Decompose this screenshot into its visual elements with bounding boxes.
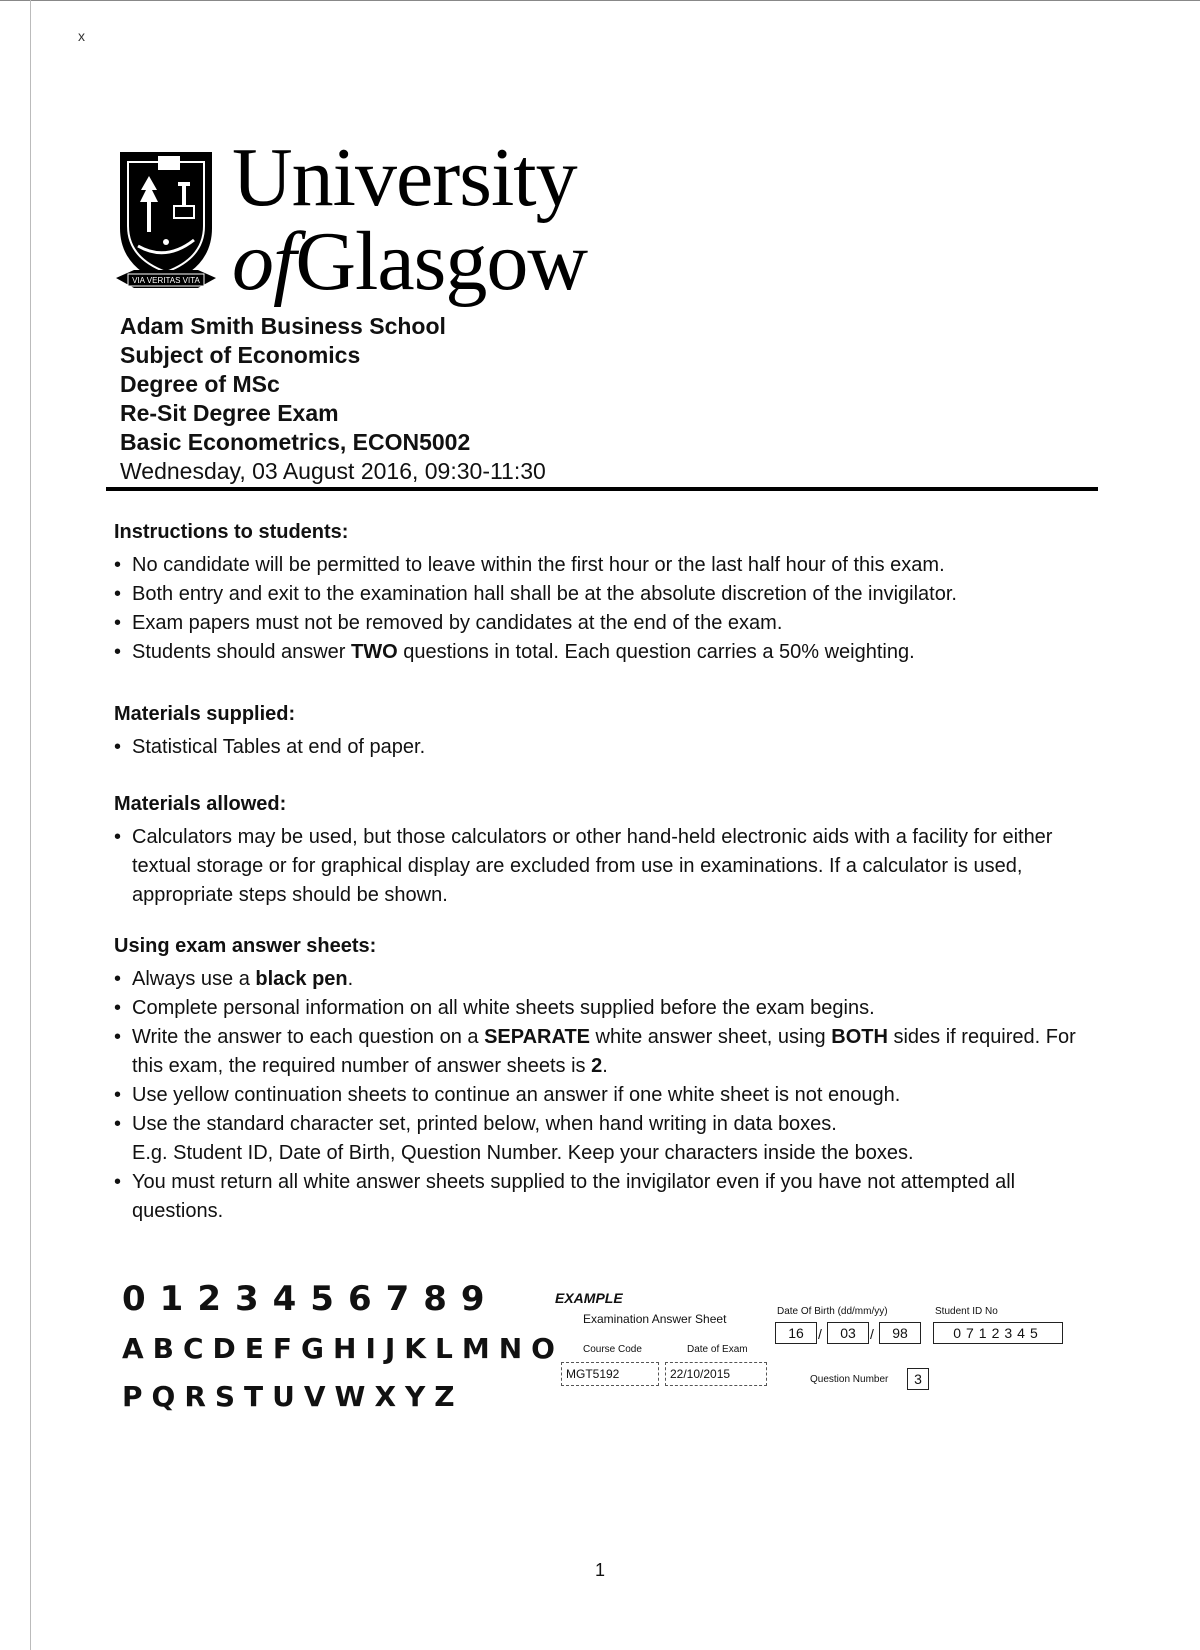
item-emphasis: SEPARATE: [484, 1026, 590, 1048]
instructions-heading: Instructions to students:: [114, 521, 349, 543]
instruction-item: • Exam papers must not be removed by candidates at the end of the exam.: [114, 609, 1104, 638]
instruction-item: • Both entry and exit to the examination hall shall be at the absolute discretion of the invigilator.: [114, 580, 1104, 609]
crest-motto: VIA VERITAS VITA: [132, 276, 200, 285]
instruction-text: Students should answer: [132, 641, 352, 663]
item-text: Use the standard character set, printed below, when hand writing in data boxes.: [132, 1113, 837, 1135]
school-name: Adam Smith Business School: [120, 313, 446, 339]
item-emphasis: black pen: [255, 968, 348, 990]
item-text: Always use a: [132, 968, 256, 990]
instruction-emphasis: TWO: [351, 641, 398, 663]
instructions-section: [114, 518, 1104, 667]
subject-name: Subject of Economics: [120, 342, 361, 368]
header-rule: [106, 487, 1098, 491]
instruction-text: questions in total. Each question carries a 50% weighting.: [397, 641, 915, 663]
dob-dd-box: 16: [775, 1322, 817, 1344]
student-id-label: Student ID No: [935, 1306, 998, 1317]
item-emphasis: 2: [591, 1055, 603, 1077]
answer-sheets-heading: Using exam answer sheets:: [114, 935, 377, 957]
exam-datetime: Wednesday, 03 August 2016, 09:30-11:30: [120, 458, 546, 484]
materials-allowed-heading: Materials allowed:: [114, 793, 287, 815]
course-code-label: Course Code: [583, 1344, 642, 1355]
example-title: EXAMPLE: [555, 1290, 623, 1306]
materials-allowed-section: [114, 790, 1104, 910]
dob-label: Date Of Birth (dd/mm/yy): [777, 1306, 888, 1317]
item-text: Write the answer to each question on a: [132, 1026, 485, 1048]
item-text: E.g. Student ID, Date of Birth, Question Number. Keep your characters inside the boxes.: [132, 1142, 914, 1164]
wordmark-glasgow: Glasgow: [295, 215, 587, 308]
item-text: sides if required. For this exam, the required number of answer sheets is: [132, 1026, 1076, 1077]
answer-sheet-item: • Use yellow continuation sheets to continue an answer if one white sheet is not enough.: [114, 1081, 1104, 1110]
item-text: white answer sheet, using: [590, 1026, 832, 1048]
materials-supplied-item: • Statistical Tables at end of paper.: [114, 733, 1104, 762]
character-set-letters-1: ABCDEFGHIJKLMNO: [122, 1332, 564, 1365]
scan-top-edge: [0, 0, 1200, 4]
wordmark-line-2: [232, 215, 587, 308]
answer-sheet-item: [114, 1110, 1104, 1168]
character-set-digits: 0123456789: [122, 1279, 499, 1319]
wordmark-line-1: University: [232, 131, 577, 224]
example-subtitle: Examination Answer Sheet: [583, 1312, 727, 1326]
degree-name: Degree of MSc: [120, 371, 280, 397]
answer-sheet-item: • Complete personal information on all white sheets supplied before the exam begins.: [114, 994, 1104, 1023]
item-emphasis: BOTH: [831, 1026, 888, 1048]
page-number: 1: [594, 1560, 605, 1580]
instruction-item: • No candidate will be permitted to leave within the first hour or the last half hour of this exam.: [114, 551, 1104, 580]
university-wordmark: [232, 131, 587, 308]
date-of-exam-label: Date of Exam: [687, 1344, 748, 1355]
answer-sheet-item: [114, 1023, 1104, 1081]
standard-character-set: [122, 1273, 564, 1421]
answer-sheet-item: [114, 965, 1104, 994]
materials-supplied-heading: Materials supplied:: [114, 703, 296, 725]
course-code-box: MGT5192: [561, 1362, 659, 1386]
instruction-item: [114, 638, 1104, 667]
dob-mm-box: 03: [827, 1322, 869, 1344]
materials-supplied-section: [114, 700, 1104, 762]
example-answer-sheet: [555, 1290, 1075, 1410]
item-text: .: [347, 968, 354, 990]
answer-sheets-section: [114, 932, 1104, 1226]
materials-allowed-item: • Calculators may be used, but those calculators or other hand-held electronic aids with a facility for either textual storage or for graphical display are excluded from use in examinations. If a calculator is used, appropriate steps should be shown.: [114, 823, 1104, 910]
item-text: .: [602, 1055, 608, 1077]
answer-sheet-item: • You must return all white answer sheets supplied to the invigilator even if you have not attempted all questions.: [114, 1168, 1104, 1226]
student-id-box: 0712345: [933, 1322, 1063, 1344]
question-number-label: Question Number: [810, 1374, 889, 1385]
dob-separator: /: [818, 1326, 822, 1342]
exam-type: Re-Sit Degree Exam: [120, 400, 339, 426]
exam-details: [120, 312, 546, 486]
university-crest-icon: [116, 150, 216, 302]
dob-yy-box: 98: [879, 1322, 921, 1344]
wordmark-of: of: [232, 215, 296, 308]
date-of-exam-box: 22/10/2015: [665, 1362, 767, 1386]
course-name: Basic Econometrics, ECON5002: [120, 429, 471, 455]
character-set-letters-2: PQRSTUVWXYZ: [122, 1380, 464, 1413]
question-number-box: 3: [907, 1368, 929, 1390]
scan-speck: x: [78, 28, 85, 44]
scan-left-edge: [30, 0, 31, 1650]
dob-separator: /: [870, 1326, 874, 1342]
